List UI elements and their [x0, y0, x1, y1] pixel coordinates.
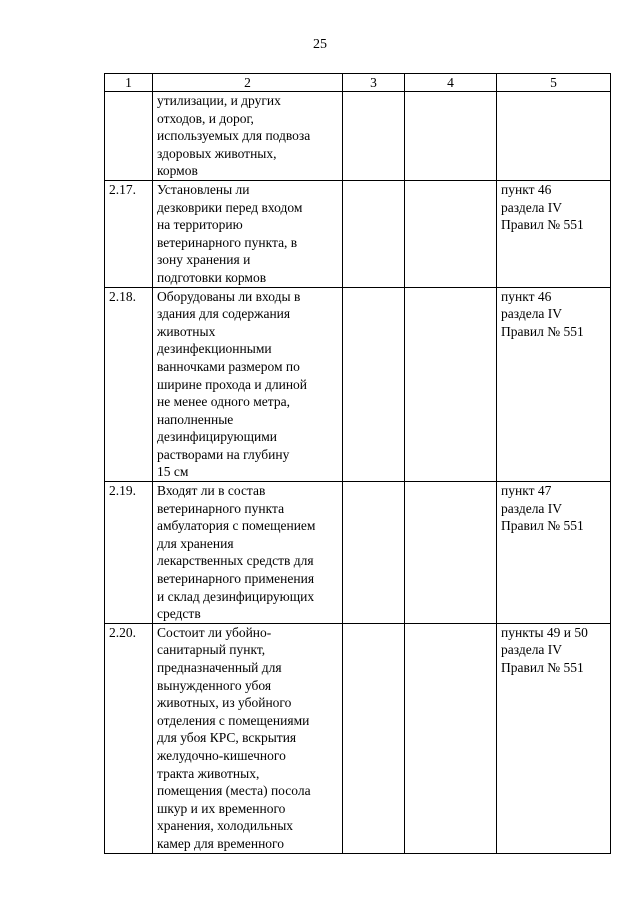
answer-cell — [343, 92, 405, 181]
legal-reference-line: раздела IV — [501, 500, 563, 516]
requirement-text-line: Установлены ли — [157, 181, 250, 197]
requirement-text-line: для убоя КРС, вскрытия — [157, 730, 297, 746]
table-row — [105, 482, 611, 624]
notes-cell — [405, 92, 497, 181]
requirement-text-line: лекарственных средств для — [157, 553, 314, 569]
requirement-text-line: подготовки кормов — [157, 269, 267, 285]
row-number: 2.17. — [105, 180, 153, 287]
row-number — [105, 92, 153, 181]
notes-cell — [405, 482, 497, 624]
row-number: 2.20. — [105, 623, 153, 853]
requirement-text-line: тракта животных, — [157, 765, 260, 781]
requirement-text-line: и склад дезинфицирующих — [157, 588, 315, 604]
requirement-text-line: дезинфекционными — [157, 341, 272, 357]
column-header: 1 — [105, 74, 153, 92]
requirement-text-line: здоровых животных, — [157, 145, 277, 161]
requirement-text-line: используемых для подвоза — [157, 128, 311, 144]
requirement-text-line: амбулатория с помещением — [157, 518, 316, 534]
page-number: 25 — [313, 37, 327, 52]
requirement-question — [153, 623, 343, 853]
requirement-text-line: ванночками размером по — [157, 358, 300, 374]
table-row — [105, 180, 611, 287]
requirement-text-line: зону хранения и — [157, 252, 251, 268]
legal-reference-line: пункты 49 и 50 — [501, 624, 588, 640]
requirement-text-line: хранения, холодильных — [157, 818, 294, 834]
requirement-text-line: помещения (места) посола — [157, 783, 311, 799]
legal-reference — [497, 287, 611, 482]
requirement-text-line: кормов — [157, 163, 198, 179]
column-header: 4 — [405, 74, 497, 92]
requirement-question — [153, 482, 343, 624]
legal-reference-line: пункт 47 — [501, 483, 552, 499]
requirement-text-line: Входят ли в состав — [157, 483, 266, 499]
requirement-text-line: желудочно-кишечного — [157, 747, 286, 763]
requirement-text-line: наполненные — [157, 411, 234, 427]
requirement-text-line: шкур и их временного — [157, 800, 286, 816]
table-row — [105, 287, 611, 482]
legal-reference-line: Правил № 551 — [501, 660, 584, 675]
requirement-text-line: камер для временного — [157, 835, 284, 851]
table-row — [105, 623, 611, 853]
requirement-text-line: на территорию — [157, 217, 243, 233]
column-header: 5 — [497, 74, 611, 92]
inspection-checklist-table — [104, 73, 611, 854]
notes-cell — [405, 623, 497, 853]
requirement-question — [153, 287, 343, 482]
answer-cell — [343, 623, 405, 853]
legal-reference — [497, 92, 611, 181]
requirement-text-line: Состоит ли убойно- — [157, 624, 272, 640]
legal-reference-line: раздела IV — [501, 199, 563, 215]
requirement-question — [153, 92, 343, 181]
requirement-text-line: животных — [157, 323, 216, 339]
column-header: 2 — [153, 74, 343, 92]
requirement-text-line: не менее одного метра, — [157, 394, 290, 410]
requirement-text-line: вынужденного убоя — [157, 677, 272, 693]
legal-reference-line: пункт 46 — [501, 288, 552, 304]
answer-cell — [343, 287, 405, 482]
legal-reference-line: Правил № 551 — [501, 217, 584, 233]
requirement-text-line: ветеринарного пункта, в — [157, 234, 298, 250]
answer-cell — [343, 482, 405, 624]
requirement-text-line: санитарный пункт, — [157, 642, 266, 658]
requirement-text-line: ветеринарного пункта — [157, 500, 285, 516]
requirement-text-line: отделения с помещениями — [157, 712, 310, 728]
requirement-text-line: Оборудованы ли входы в — [157, 288, 301, 304]
requirement-question — [153, 180, 343, 287]
legal-reference-line: Правил № 551 — [501, 323, 584, 339]
requirement-text-line: дезковрики перед входом — [157, 199, 303, 215]
legal-reference-line: раздела IV — [501, 306, 563, 322]
requirement-text-line: растворами на глубину — [157, 446, 290, 462]
requirement-text-line: 15 см — [157, 464, 189, 480]
legal-reference — [497, 180, 611, 287]
requirement-text-line: предназначенный для — [157, 660, 282, 675]
answer-cell — [343, 180, 405, 287]
requirement-text-line: для хранения — [157, 535, 234, 551]
requirement-text-line: средств — [157, 606, 201, 622]
legal-reference-line: пункт 46 — [501, 181, 552, 197]
requirement-text-line: ветеринарного применения — [157, 571, 315, 587]
requirement-text-line: животных, из убойного — [157, 695, 292, 711]
notes-cell — [405, 180, 497, 287]
legal-reference-line: раздела IV — [501, 642, 563, 658]
row-number: 2.19. — [105, 482, 153, 624]
requirement-text-line: дезинфицирующими — [157, 429, 278, 445]
row-number: 2.18. — [105, 287, 153, 482]
table-header-row — [105, 74, 611, 92]
column-header: 3 — [343, 74, 405, 92]
requirement-text-line: утилизации, и других — [157, 93, 281, 108]
requirement-text-line: здания для содержания — [157, 306, 291, 322]
requirement-text-line: ширине прохода и длиной — [157, 376, 308, 392]
notes-cell — [405, 287, 497, 482]
legal-reference — [497, 482, 611, 624]
legal-reference-line: Правил № 551 — [501, 518, 584, 534]
requirement-text-line: отходов, и дорог, — [157, 110, 254, 126]
legal-reference — [497, 623, 611, 853]
table-row — [105, 92, 611, 181]
